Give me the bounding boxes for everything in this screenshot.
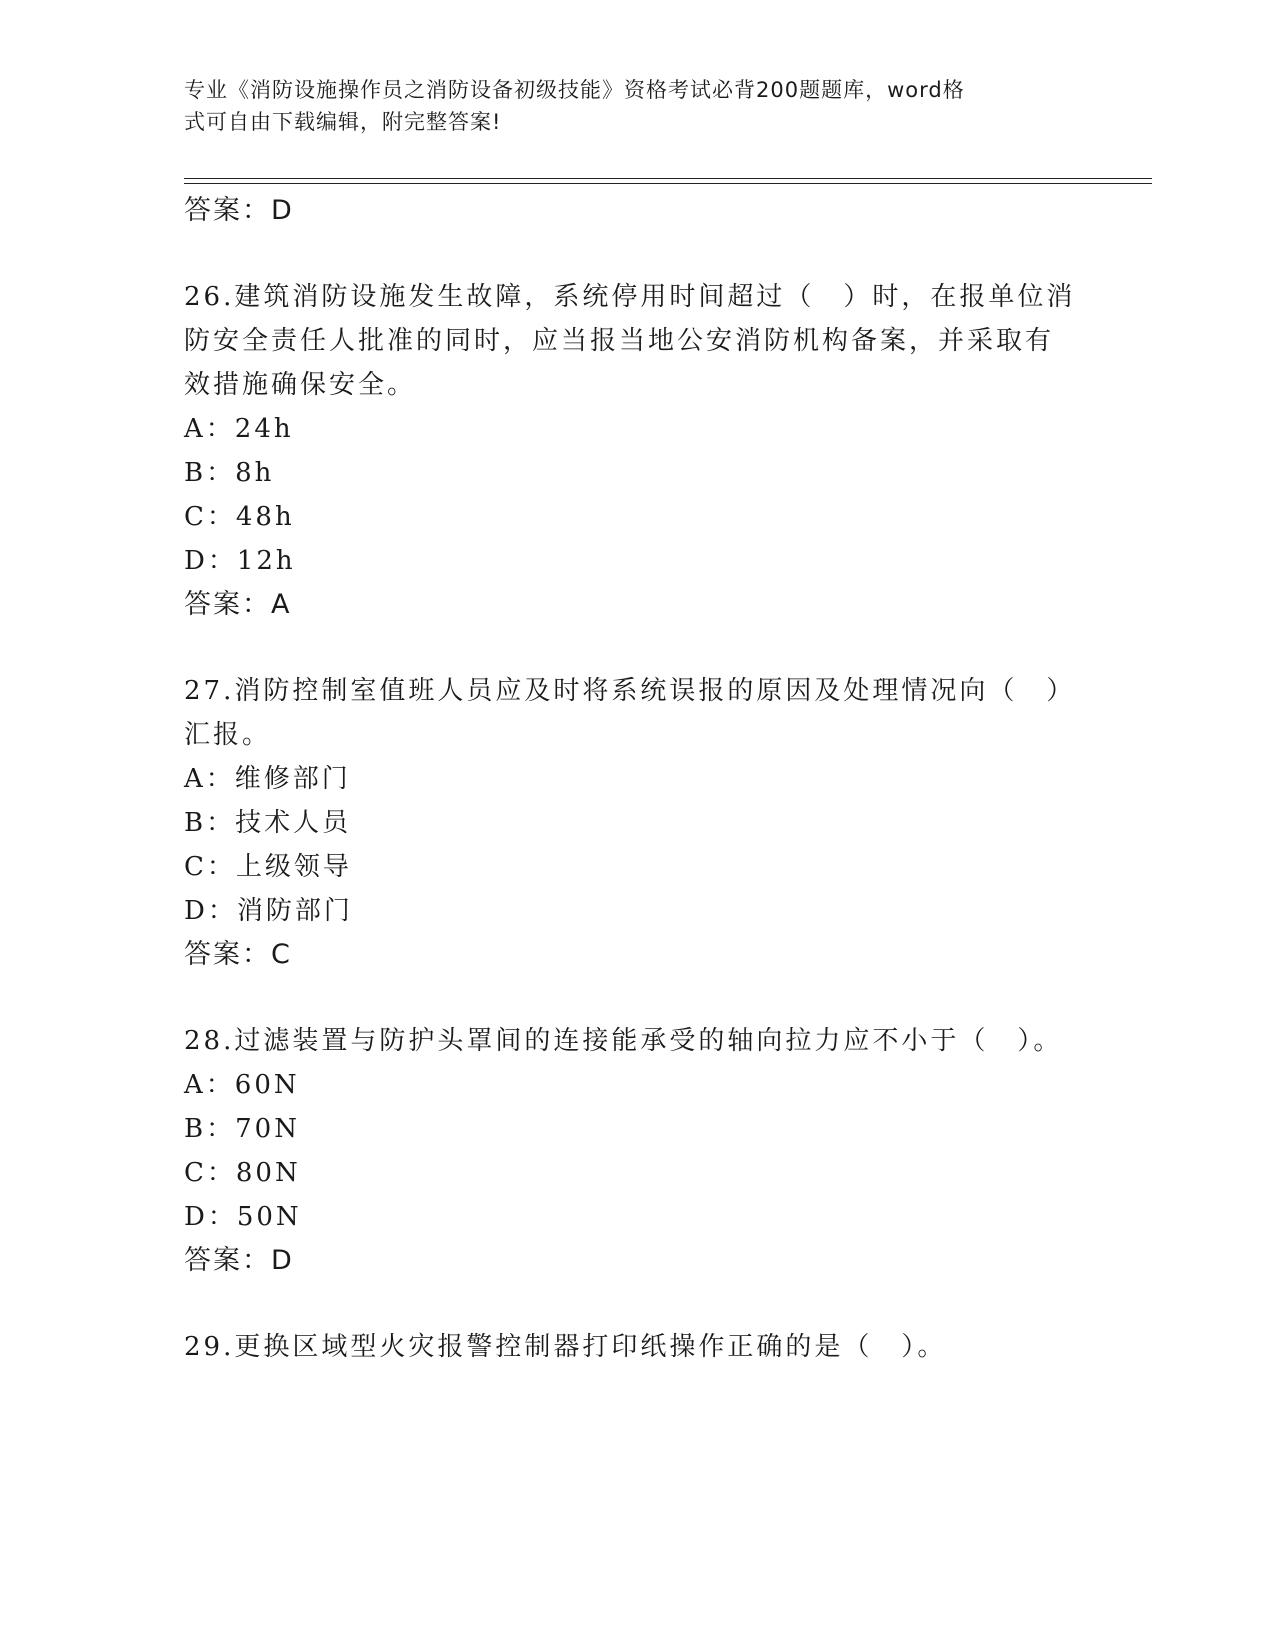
- header-divider-bottom: [184, 183, 1152, 184]
- q26-option-c: C：48h: [184, 502, 295, 532]
- q27-option-b: B：技术人员: [184, 808, 352, 838]
- q26-answer: 答案：A: [184, 589, 292, 620]
- q26-text-line-1: 26.建筑消防设施发生故障，系统停用时间超过（ ）时，在报单位消: [184, 282, 1076, 312]
- q28-option-d: D：50N: [184, 1202, 302, 1232]
- q28-option-a: A：60N: [184, 1070, 300, 1100]
- q26-option-b: B：8h: [184, 458, 275, 488]
- q27-text-line-2: 汇报。: [184, 720, 272, 750]
- q27-text-line-1: 27.消防控制室值班人员应及时将系统误报的原因及处理情况向（ ）: [184, 676, 1076, 706]
- q27-option-c: C：上级领导: [184, 852, 352, 882]
- q28-option-b: B：70N: [184, 1114, 300, 1144]
- header-divider-top: [184, 178, 1152, 179]
- q26-option-d: D：12h: [184, 546, 296, 576]
- q27-answer: 答案：C: [184, 939, 292, 970]
- q28-text-line-1: 28.过滤装置与防护头罩间的连接能承受的轴向拉力应不小于（ ）。: [184, 1026, 1063, 1056]
- q28-option-c: C：80N: [184, 1158, 301, 1188]
- q29-text-line-1: 29.更换区域型火灾报警控制器打印纸操作正确的是（ ）。: [184, 1332, 947, 1362]
- q27-option-d: D：消防部门: [184, 896, 353, 926]
- document-header: [184, 74, 1064, 138]
- q26-text-line-2: 防安全责任人批准的同时，应当报当地公安消防机构备案，并采取有: [184, 326, 1055, 356]
- previous-answer: 答案：D: [184, 195, 294, 226]
- q27-option-a: A：维修部门: [184, 764, 351, 794]
- q26-text-line-3: 效措施确保安全。: [184, 370, 417, 400]
- q28-answer: 答案：D: [184, 1245, 294, 1276]
- q26-option-a: A：24h: [184, 414, 294, 444]
- header-line-2: 式可自由下载编辑，附完整答案!: [184, 110, 502, 134]
- header-line-1: 专业《消防设施操作员之消防设备初级技能》资格考试必背200题题库，word格: [184, 78, 965, 102]
